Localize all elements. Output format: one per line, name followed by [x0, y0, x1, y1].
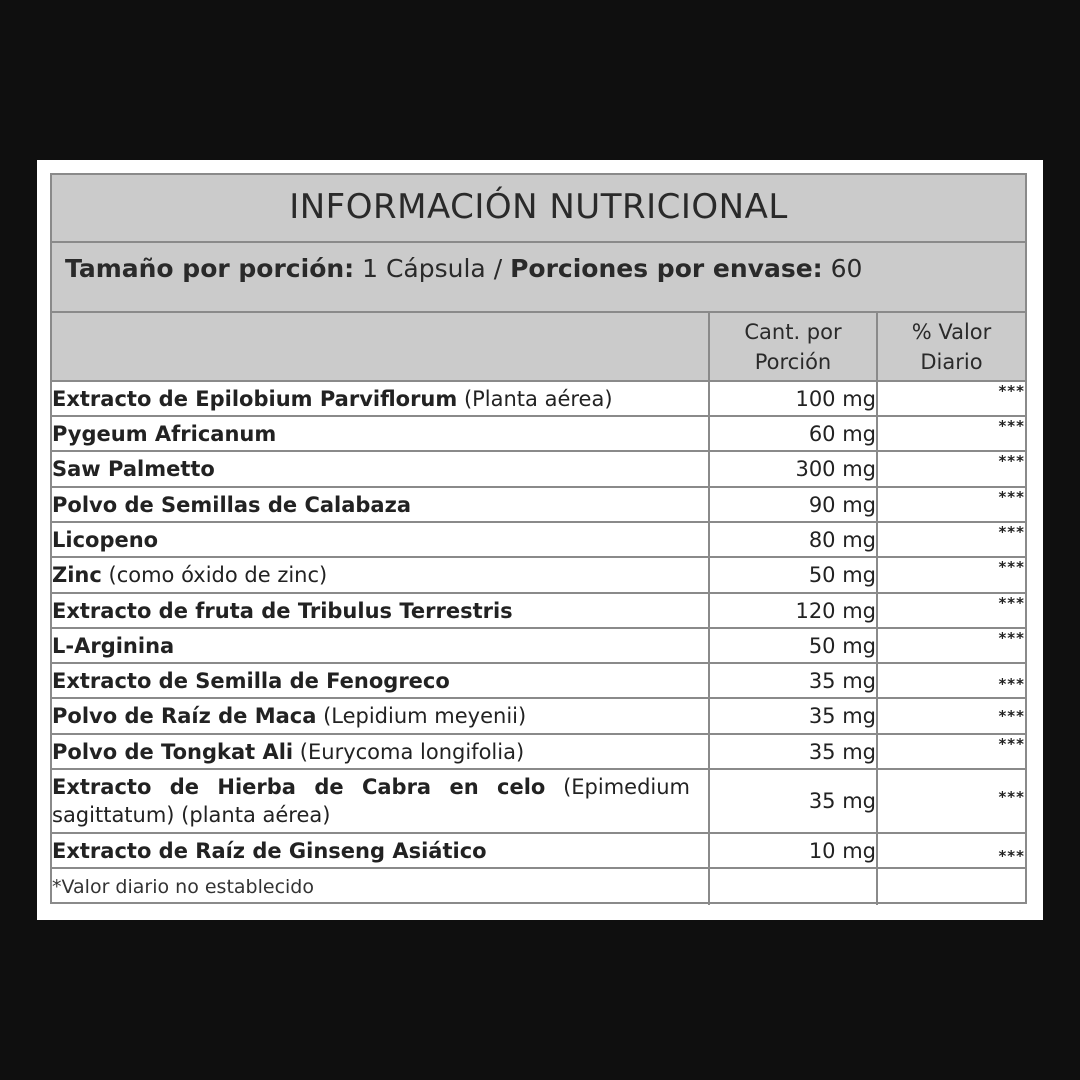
ingredient-name-cell — [52, 628, 709, 663]
ingredient-desc: (Eurycoma longifolia) — [293, 739, 525, 764]
ingredient-name-cell — [52, 734, 709, 769]
amount-cell: 35 mg — [709, 769, 877, 833]
ingredient-name-cell — [52, 522, 709, 557]
empty-cell — [877, 868, 1025, 905]
header-amount-line2: Porción — [754, 349, 832, 374]
footnote-row — [52, 868, 1025, 905]
amount-cell: 50 mg — [709, 557, 877, 593]
ingredient-name-cell — [52, 769, 709, 833]
amount-cell: 35 mg — [709, 663, 877, 698]
daily-value-cell: *** — [877, 381, 1025, 416]
daily-value-cell: *** — [877, 416, 1025, 451]
nutrition-label-card — [37, 160, 1043, 920]
daily-value-cell: *** — [877, 522, 1025, 557]
serving-info — [52, 243, 1025, 313]
daily-value-cell: *** — [877, 451, 1025, 487]
ingredient-name: Extracto de Epilobium Parviflorum — [52, 386, 458, 411]
table-row — [52, 522, 1025, 557]
table-row — [52, 487, 1025, 522]
amount-cell: 90 mg — [709, 487, 877, 522]
ingredient-name: Saw Palmetto — [52, 457, 215, 481]
amount-cell: 50 mg — [709, 628, 877, 663]
header-ingredient-cell — [52, 313, 709, 381]
ingredient-name: Polvo de Semillas de Calabaza — [52, 492, 411, 517]
header-amount-cell — [709, 313, 877, 381]
daily-value-cell: *** — [877, 593, 1025, 628]
ingredient-name-cell — [52, 593, 709, 628]
table-row — [52, 698, 1025, 734]
header-daily-value-cell — [877, 313, 1025, 381]
table-row — [52, 833, 1025, 868]
ingredient-name: Extracto de Raíz de Ginseng Asiático — [52, 838, 487, 863]
table-row — [52, 416, 1025, 451]
table-row — [52, 734, 1025, 769]
table-row — [52, 557, 1025, 593]
ingredient-name: Polvo de Raíz de Maca — [52, 704, 317, 728]
daily-value-cell: *** — [877, 833, 1025, 868]
ingredient-name: Polvo de Tongkat Ali — [52, 739, 294, 764]
serving-size-label: Tamaño por porción: — [65, 254, 355, 283]
daily-value-cell: *** — [877, 734, 1025, 769]
header-dv-line2: Diario — [920, 349, 983, 374]
ingredient-desc: (Epimedium sagittatum) (planta aérea) — [52, 775, 691, 827]
table-header-row — [52, 313, 1025, 381]
label-title: INFORMACIÓN NUTRICIONAL — [52, 175, 1025, 243]
amount-cell: 60 mg — [709, 416, 877, 451]
daily-value-cell: *** — [877, 628, 1025, 663]
nutrition-table — [52, 313, 1025, 905]
daily-value-cell: *** — [877, 769, 1025, 833]
daily-value-cell: *** — [877, 557, 1025, 593]
amount-cell: 80 mg — [709, 522, 877, 557]
amount-cell: 35 mg — [709, 698, 877, 734]
footnote: *Valor diario no establecido — [52, 868, 709, 905]
nutrition-facts-panel — [50, 173, 1027, 904]
ingredient-name-cell — [52, 663, 709, 698]
daily-value-cell: *** — [877, 663, 1025, 698]
amount-cell: 10 mg — [709, 833, 877, 868]
ingredient-name-cell — [52, 698, 709, 734]
ingredient-desc: (Planta aérea) — [457, 386, 613, 411]
servings-per-container-label: Porciones por envase: — [510, 254, 823, 283]
header-amount-line1: Cant. por — [744, 319, 842, 344]
ingredient-name-cell — [52, 487, 709, 522]
ingredient-name: Zinc — [52, 563, 102, 587]
ingredient-name-cell — [52, 557, 709, 593]
ingredient-name-cell — [52, 381, 709, 416]
daily-value-cell: *** — [877, 487, 1025, 522]
servings-per-container-value: 60 — [822, 254, 863, 283]
empty-cell — [709, 868, 877, 905]
ingredient-name-cell — [52, 833, 709, 868]
ingredient-desc: (Lepidium meyenii) — [316, 704, 527, 728]
ingredient-name-cell — [52, 416, 709, 451]
table-row — [52, 769, 1025, 833]
ingredient-name: Extracto de Hierba de Cabra en celo — [52, 775, 546, 799]
amount-cell: 100 mg — [709, 381, 877, 416]
table-row — [52, 381, 1025, 416]
serving-size-value: 1 Cápsula / — [354, 254, 511, 283]
ingredient-name: Extracto de fruta de Tribulus Terrestris — [52, 598, 513, 623]
ingredient-name-cell — [52, 451, 709, 487]
ingredient-name: Pygeum Africanum — [52, 421, 277, 446]
amount-cell: 35 mg — [709, 734, 877, 769]
ingredient-name: Licopeno — [52, 527, 159, 552]
amount-cell: 300 mg — [709, 451, 877, 487]
ingredient-name: Extracto de Semilla de Fenogreco — [52, 668, 450, 693]
daily-value-cell: *** — [877, 698, 1025, 734]
ingredient-name: L-Arginina — [52, 633, 175, 658]
table-row — [52, 451, 1025, 487]
header-dv-line1: % Valor — [911, 319, 992, 344]
amount-cell: 120 mg — [709, 593, 877, 628]
ingredient-rows — [52, 381, 1025, 905]
table-row — [52, 593, 1025, 628]
table-row — [52, 628, 1025, 663]
ingredient-desc: (como óxido de zinc) — [101, 563, 328, 587]
table-row — [52, 663, 1025, 698]
